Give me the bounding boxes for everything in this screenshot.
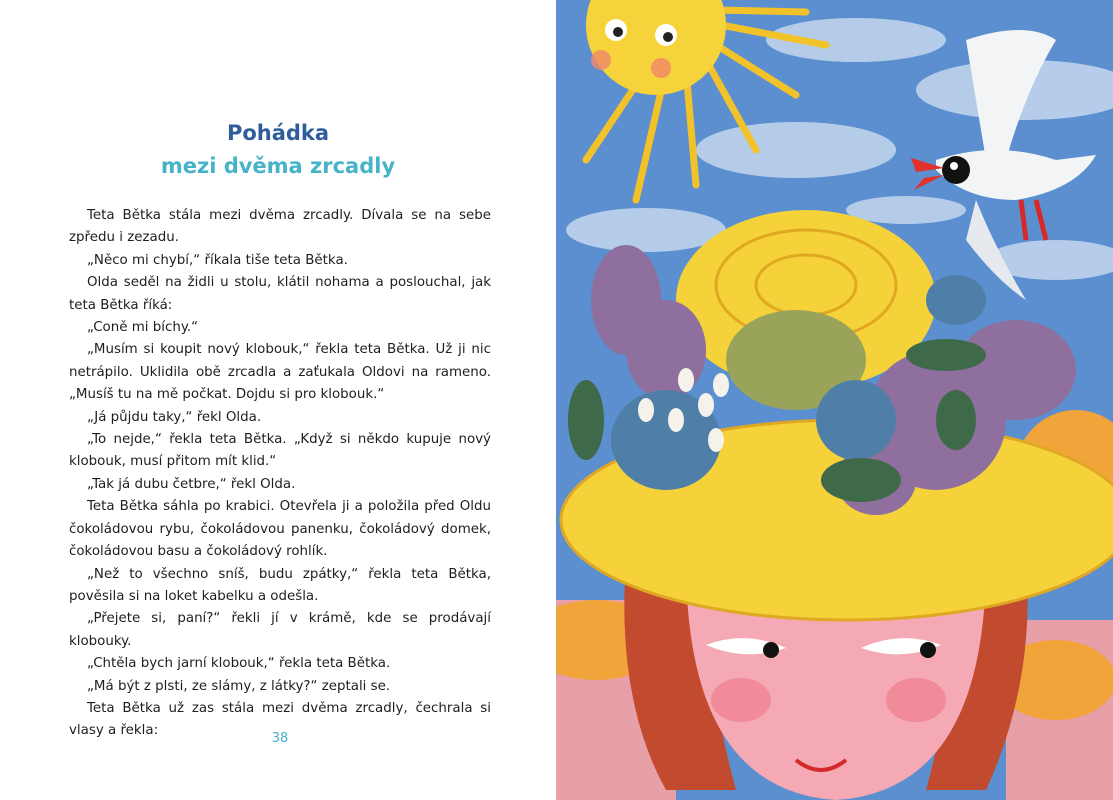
page-number: 38: [271, 731, 289, 746]
paragraph: „To nejde,“ řekla teta Bětka. „Když si někdo kupuje nový klobouk, musí přitom mít klid.“: [69, 432, 491, 470]
paragraph: „Musím si koupit nový klobouk,“ řekla teta Bětka. Už ji nic netrápilo. Uklidila obě zrcadla a zaťukala Oldovi na rameno. „Musíš tu na mě počkat. Dojdu si pro klobouk.“: [69, 342, 491, 403]
paragraph: „Něco mi chybí,“ říkala tiše teta Bětka.: [87, 252, 348, 268]
paragraph: „Coně mi bíchy.“: [87, 320, 199, 336]
paragraph: Teta Bětka sáhla po krabici. Otevřela ji a položila před Oldu čokoládovou rybu, čokoládovou panenku, čokoládový domek, čokoládovou basu a čokoládový rohlík.: [69, 499, 491, 560]
paragraph: „Chtěla bych jarní klobouk,“ řekla teta Bětka.: [87, 656, 391, 672]
paragraph: Teta Bětka už zas stála mezi dvěma zrcadly, čechrala si vlasy a řekla:: [69, 700, 491, 739]
story-text: [69, 205, 491, 743]
paragraph: „Má být z plsti, ze slámy, z látky?“ zeptali se.: [87, 678, 391, 694]
illustration: [556, 0, 1113, 800]
story-subtitle: mezi dvěma zrcadly: [160, 154, 396, 178]
paragraph: „Než to všechno sníš, budu zpátky,“ řekla teta Bětka, pověsila si na loket kabelku a odešla.: [69, 566, 491, 604]
paragraph: Olda seděl na židli u stolu, klátil nohama a poslouchal, jak teta Bětka říká:: [69, 275, 491, 313]
paragraph: „Já půjdu taky,“ řekl Olda.: [87, 409, 262, 425]
story-title: Pohádka: [226, 121, 330, 145]
paragraph: Teta Bětka stála mezi dvěma zrcadly. Dívala se na sebe zpředu i zezadu.: [69, 208, 491, 246]
paragraph: „Přejete si, paní?“ řekli jí v krámě, kde se prodávají klobouky.: [69, 611, 491, 649]
paragraph: „Tak já dubu četbre,“ řekl Olda.: [87, 476, 296, 492]
illustration-art: [556, 0, 1113, 800]
left-page: [0, 0, 556, 800]
